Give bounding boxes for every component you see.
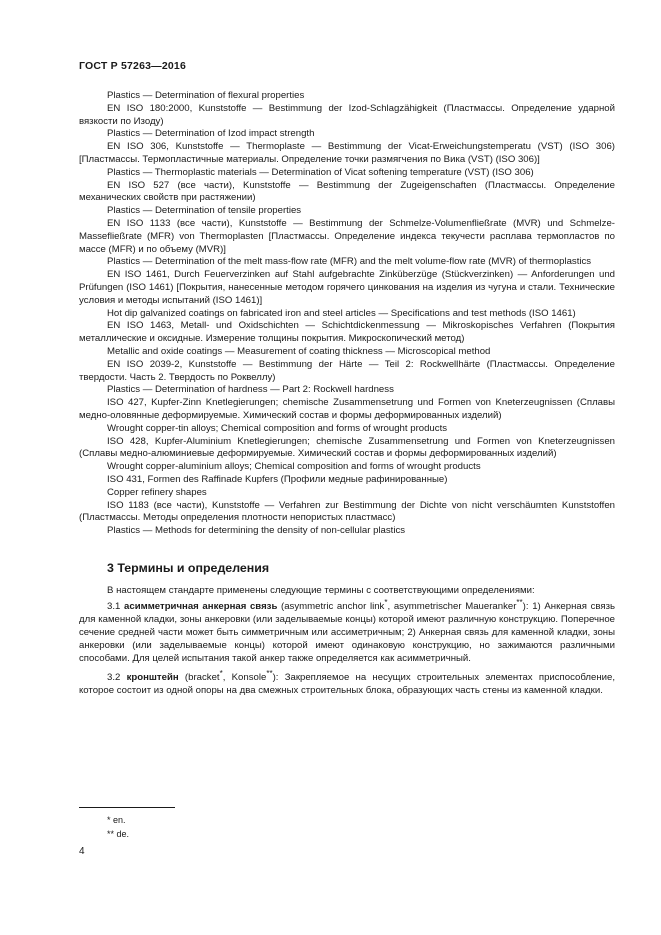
definition-text: Закрепляемое на несущих строительных элементах приспособление, которое состоит из одной опоры на два смежных строительных блока, образующих часть стены из каменной кладки. [79, 671, 615, 696]
reference-entry: EN ISO 306, Kunststoffe — Thermoplaste — Bestimmung der Vicat-Erweichungstemperatu (VST) (ISO 306) [Пластмассы. Термопластичные материалы. Определение точки размягчения по Вика (VST) (ISO 306)] [79, 141, 615, 165]
foreign-equivalent-en: asymmetric anchor link [284, 601, 385, 613]
reference-entry: Plastics — Determination of the melt mass-flow rate (MFR) and the melt volume-flow rate (MVR) of thermoplastics [107, 256, 592, 268]
definition-number: 3.1 [107, 601, 121, 613]
footnote-en: * en. [107, 815, 126, 825]
reference-list [79, 90, 615, 538]
reference-entry: ISO 1183 (все части), Kunststoffe — Verfahren zur Bestimmung der Dichte von nicht verschäumten Kunststoffen (Пластмассы. Методы определения плотности непористых пластмасс) [79, 499, 615, 524]
footnote-de: ** de. [107, 829, 130, 839]
foreign-equivalent-de: Konsole [231, 671, 267, 683]
foreign-equivalent-de: asymmetrischer Maueranker [393, 601, 517, 613]
definition-text: 1) Анкерная связь для каменной кладки, зоны анкеровки (или заделываемые концы) которой имеют различную конструкцию. Поперечное сечение средней части может быть симметричным или ассиметричным; 2) Анкерная связь для каменной кладки, зоны анкеровки (или заделываемые концы) которой имеют одинаковую конструкцию, но зажимаются различными способами. Для целей испытания такой анкер также определяется как асимметричный. [79, 601, 615, 664]
section-heading: 3 Термины и определения [107, 560, 270, 575]
reference-entry: EN ISO 180:2000, Kunststoffe — Bestimmung der Izod-Schlagzähigkeit (Пластмассы. Определение ударной вязкости по Изоду) [79, 102, 615, 127]
reference-entry: Plastics — Determination of flexural properties [107, 90, 305, 101]
reference-entry: Plastics — Determination of hardness — Part 2: Rockwell hardness [107, 384, 394, 396]
definition-number: 3.2 [107, 671, 121, 683]
footnote-marker: * [384, 598, 388, 608]
reference-entry: EN ISO 2039-2, Kunststoffe — Bestimmung der Härte — Teil 2: Rockwellhärte (Пластмассы. Определение твердости. Часть 2. Твердость по Роквеллу) [79, 358, 615, 383]
reference-entry: Wrought copper-aluminium alloys; Chemical composition and forms of wrought products [107, 461, 481, 473]
reference-entry: Copper refinery shapes [107, 486, 207, 498]
footnote-separator [79, 807, 175, 808]
definition-term: асимметричная анкерная связь [124, 601, 278, 613]
section-intro: В настоящем стандарте применены следующие термины с соответствующими определениями: [107, 584, 535, 596]
reference-entry: EN ISO 1133 (все части), Kunststoffe — Bestimmung der Schmelze-Volumenfließrate (MVR) und Schmelze-Massefließrate (MFR) von Thermoplasten [Пластмассы. Определение индекса текучести расплава термопластов по массе (MFR) и по объему (MVR)] [79, 217, 615, 255]
reference-entry: ISO 428, Kupfer-Aluminium Knetlegierungen; chemische Zusammensetrung und Formen von Kneterzeugnissen (Сплавы медно-алюминиевые деформируемые. Химический состав и формы деформированных изделий) [79, 435, 615, 460]
definition-term: кронштейн [126, 671, 179, 683]
document-body [79, 90, 615, 697]
reference-entry: EN ISO 1461, Durch Feuerverzinken auf Stahl aufgebrachte Zinküberzüge (Stückverzinken) — Anforderungen und Prüfungen (ISO 1461) [Покрытия, нанесенные методом горячего цинкования на изделия из чугуна и стали. Технические условия и методы испытаний (ISO 1461)] [79, 269, 615, 306]
definition-3-1: 3.1 асимметричная анкерная связь (asymmetric anchor link*, asymmetrischer Maueranker**): 1) Анкерная связь для каменной кладки, зоны анкеровки (или заделываемые концы) которой имеют различную конструкцию. Поперечное сечение средней части может быть симметричным или ассиметричным; 2) Анкерная связь для каменной кладки, зоны анкеровки (или заделываемые концы) которой имеют одинаковую конструкцию, но зажимаются различными способами. Для целей испытания такой анкер также определяется как асимметричный. [79, 598, 615, 664]
reference-entry: ISO 431, Formen des Raffinade Kupfers (Профили медные рафинированные) [107, 473, 448, 485]
reference-entry: Metallic and oxide coatings — Measurement of coating thickness — Microscopical method [107, 345, 491, 357]
footnote-marker: * [219, 668, 223, 678]
footnote-marker: ** [516, 598, 523, 608]
reference-entry: Plastics — Methods for determining the density of non-cellular plastics [107, 525, 406, 537]
reference-entry: Plastics — Thermoplastic materials — Determination of Vicat softening temperature (VST) (ISO 306) [107, 166, 534, 178]
page-number: 4 [79, 846, 85, 857]
footnote-marker: ** [266, 668, 273, 678]
reference-entry: ISO 427, Kupfer-Zinn Knetlegierungen; chemische Zusammensetrung und Formen von Kneterzeugnissen (Сплавы медно-оловянные деформируемые. Химический состав и формы деформированных изделий) [79, 397, 615, 421]
reference-entry: Plastics — Determination of Izod impact strength [107, 128, 315, 140]
footnotes [107, 813, 129, 841]
document-header: ГОСТ Р 57263—2016 [79, 60, 187, 72]
reference-entry: EN ISO 527 (все части), Kunststoffe — Bestimmung der Zugeigenschaften (Пластмассы. Определение механических свойств при растяжении) [79, 179, 615, 204]
foreign-equivalent-en: bracket [188, 671, 220, 683]
reference-entry: Hot dip galvanized coatings on fabricated iron and steel articles — Specifications and test methods (ISO 1461) [107, 307, 576, 319]
reference-entry: Wrought copper-tin alloys; Chemical composition and forms of wrought products [107, 422, 448, 434]
definition-3-2: 3.2 кронштейн (bracket*, Konsole**): Закрепляемое на несущих строительных элементах приспособление, которое состоит из одной опоры на два смежных строительных блока, образующих часть стены из каменной кладки. [79, 668, 615, 696]
reference-entry: Plastics — Determination of tensile properties [107, 205, 302, 217]
reference-entry: EN ISO 1463, Metall- und Oxidschichten — Schichtdickenmessung — Mikroskopisches Verfahren (Покрытия металлические и оксидные. Измерение толщины покрытия. Микроскопический метод) [79, 320, 615, 345]
